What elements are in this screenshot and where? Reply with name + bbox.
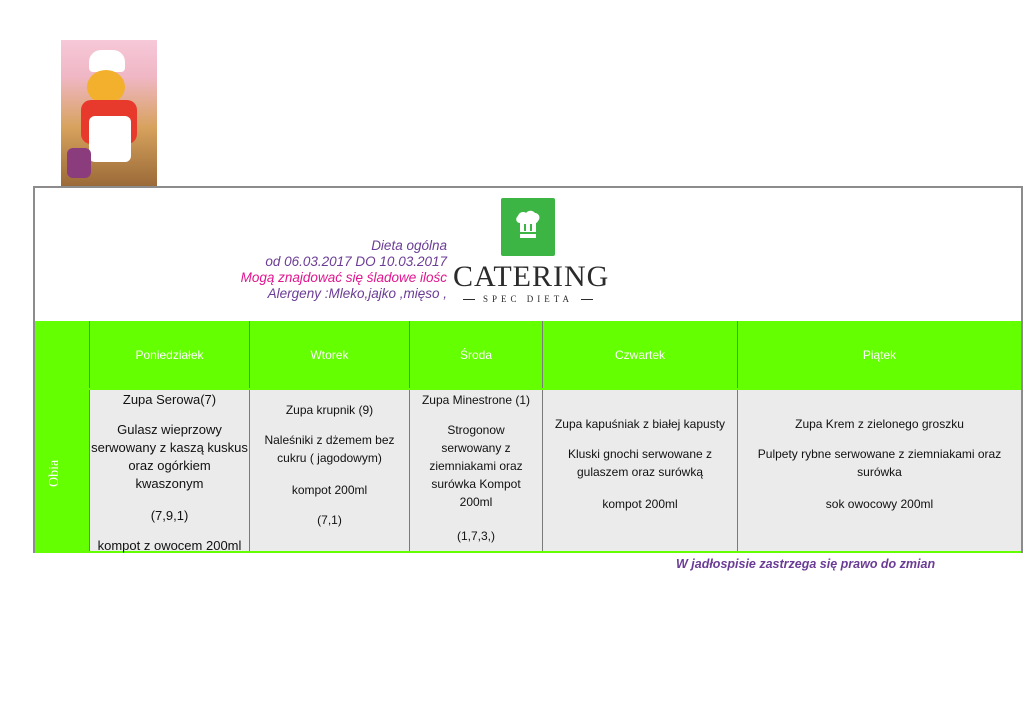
- day-header-monday: Poniedziałek: [89, 321, 249, 388]
- chef-hat-icon: [515, 210, 541, 240]
- logo-brand: CATERING: [453, 260, 610, 293]
- allergens-line: Alergeny :Mleko,jajko ,mięso ,: [267, 286, 447, 301]
- header-area: [35, 188, 1021, 321]
- allergen-codes: (7,9,1): [150, 508, 189, 523]
- jar-shape: [67, 148, 91, 178]
- logo-subtitle: SPEC DIETA: [482, 294, 574, 304]
- menu-line: kompot z owocem 200ml: [97, 538, 242, 553]
- menu-line: 200ml: [459, 495, 493, 509]
- lunch-row: [35, 388, 1021, 553]
- menu-line: Gulasz wieprzowy: [117, 422, 222, 437]
- diet-date-range: od 06.03.2017 DO 10.03.2017: [265, 254, 447, 269]
- menu-line: surówka: [857, 465, 902, 479]
- menu-line: serwowany z kaszą kuskus: [91, 440, 248, 455]
- menu-line: cukru ( jagodowym): [277, 451, 382, 465]
- allergen-codes: (7,1): [317, 513, 342, 527]
- menu-line: sok owocowy 200ml: [825, 497, 934, 511]
- menu-line: Zupa krupnik (9): [285, 403, 374, 417]
- logo-line-right: [581, 299, 593, 300]
- trace-warning: Mogą znajdować się śladowe ilośc: [240, 270, 447, 285]
- diet-title: Dieta ogólna: [371, 238, 447, 253]
- day-header-wednesday: Środa: [409, 321, 542, 388]
- row-label-cell: [35, 388, 89, 553]
- footer-note: W jadłospisie zastrzega się prawo do zmian: [676, 557, 936, 571]
- menu-line: kwaszonym: [135, 476, 204, 491]
- menu-line: Naleśniki z dżemem bez: [264, 433, 395, 447]
- day-header-friday: Piątek: [737, 321, 1021, 388]
- catering-logo: [449, 188, 610, 318]
- menu-cell-wednesday: [409, 390, 542, 551]
- menu-line: gulaszem oraz surówką: [576, 465, 704, 479]
- menu-line: Kluski gnochi serwowane z: [567, 447, 713, 461]
- menu-line: oraz ogórkiem: [128, 458, 211, 473]
- bear-head-shape: [87, 70, 125, 104]
- day-header-thursday: Czwartek: [542, 321, 737, 388]
- menu-line: Zupa Minestrone (1): [421, 393, 531, 407]
- menu-cell-friday: [737, 390, 1021, 551]
- chef-hat-shape: [89, 50, 125, 72]
- menu-line: Zupa kapuśniak z białej kapusty: [554, 417, 726, 431]
- diet-info: [241, 238, 447, 302]
- menu-line: Zupa Krem z zielonego groszku: [795, 417, 964, 431]
- menu-cell-monday: [89, 390, 249, 551]
- menu-frame: [33, 186, 1023, 553]
- empty-corner-cell: [35, 321, 89, 388]
- logo-box: [501, 198, 555, 256]
- winnie-the-pooh-picture: [61, 40, 157, 186]
- menu-line: kompot 200ml: [291, 483, 368, 497]
- row-label: Obia: [47, 459, 62, 487]
- menu-cell-thursday: [542, 390, 737, 551]
- day-header-tuesday: Wtorek: [249, 321, 409, 388]
- apron-shape: [89, 116, 131, 162]
- allergen-codes: (1,7,3,): [456, 529, 495, 543]
- day-header-row: [35, 321, 1021, 388]
- menu-line: kompot 200ml: [602, 497, 678, 511]
- menu-line: Pulpety rybne serwowane z ziemniakami oraz: [757, 447, 1002, 461]
- menu-line: surówka Kompot: [431, 477, 521, 491]
- menu-line: Strogonow: [447, 423, 505, 437]
- menu-line: ziemniakami oraz: [429, 459, 523, 473]
- menu-line: serwowany z: [441, 441, 511, 455]
- menu-cell-tuesday: [249, 390, 409, 551]
- menu-line: Zupa Serowa(7): [122, 392, 217, 407]
